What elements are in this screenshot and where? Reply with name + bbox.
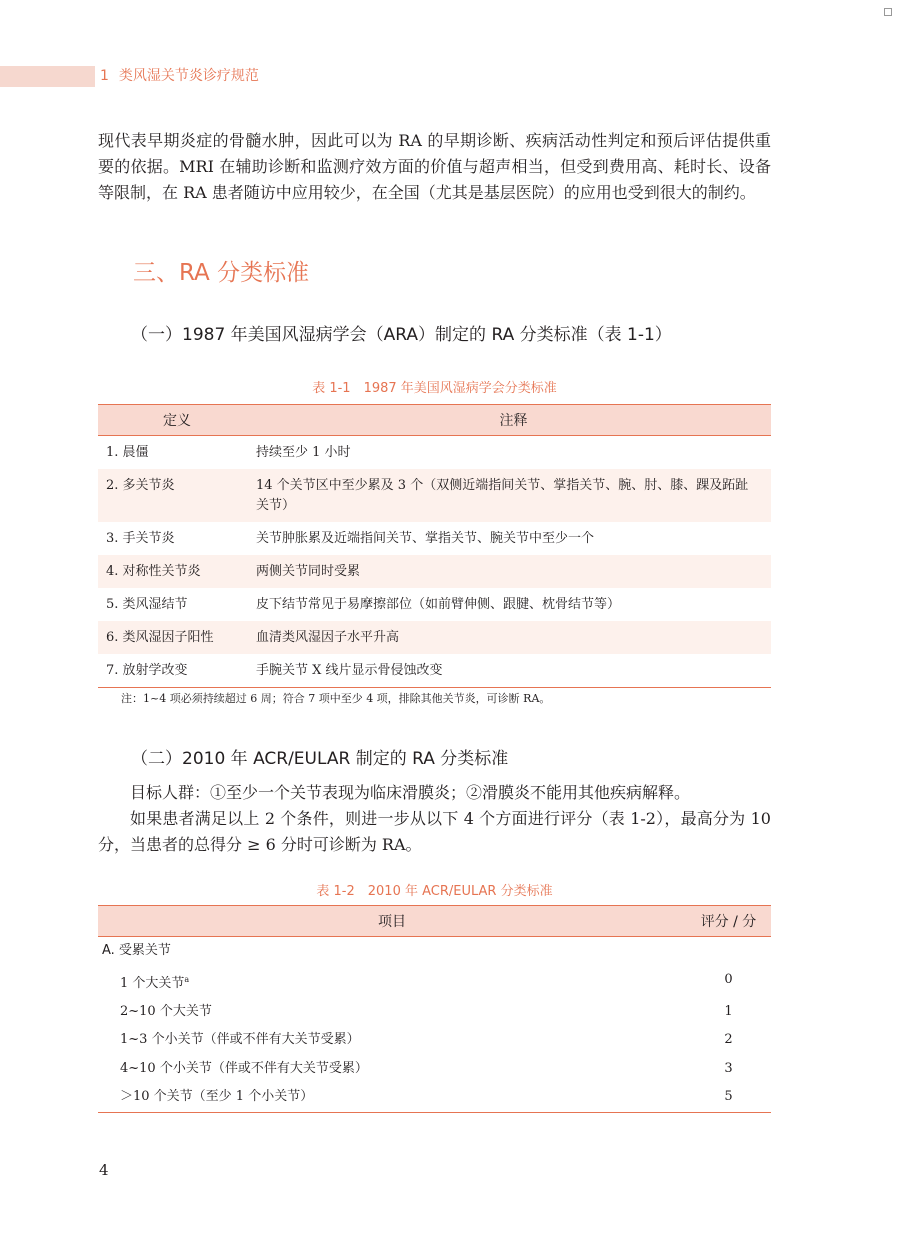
row-definition: 2. 多关节炎 [106,478,175,493]
table2-caption: 表 1-2 2010 年 ACR/EULAR 分类标准 [316,884,553,899]
table1-header-definition: 定义 [98,405,256,436]
item-score: 1 [724,1003,733,1019]
subsection1-heading: （一）1987 年美国风湿病学会（ARA）制定的 RA 分类标准（表 1-1） [131,325,672,345]
category-label: A. 受累关节 [102,943,171,958]
row-definition: 4. 对称性关节炎 [106,564,201,579]
subsection2-heading: （二）2010 年 ACR/EULAR 制定的 RA 分类标准 [131,749,509,769]
row-note: 关节肿胀累及近端指间关节、掌指关节、腕关节中至少一个 [256,531,595,546]
intro-paragraph: 现代表早期炎症的骨髓水肿，因此可以为 RA 的早期诊断、疾病活动性判定和预后评估提供重要的依据。MRI 在辅助诊断和监测疗效方面的价值与超声相当，但受到费用高、耗时长、设备等限制，在 RA 患者随访中应用较少，在全国（尤其是基层医院）的应用也受到很大的制约。 [98,131,771,202]
item-label: 2~10 个大关节 [120,1003,212,1019]
table-row [98,522,771,555]
row-note: 血清类风湿因子水平升高 [256,630,400,645]
table2-header-item: 项目 [98,906,686,937]
row-definition: 7. 放射学改变 [106,663,188,678]
running-header [100,66,259,87]
item-label: 1~3 个小关节（伴或不伴有大关节受累） [120,1032,360,1047]
item-label: ＞10 个关节（至少 1 个小关节） [120,1089,314,1104]
table-row [98,555,771,588]
table-row [98,937,771,966]
row-note: 皮下结节常见于易摩擦部位（如前臂伸侧、跟腱、枕骨结节等） [256,597,621,612]
table-row [98,469,771,522]
row-note: 14 个关节区中至少累及 3 个（双侧近端指间关节、掌指关节、腕、肘、膝、踝及跖趾关节） [256,478,749,513]
row-note: 持续至少 1 小时 [256,445,351,460]
table2-header-score: 评分 / 分 [686,906,771,937]
corner-mark-icon [884,8,892,16]
page-number: 4 [99,1161,109,1179]
item-label [98,966,686,998]
scoring-paragraph: 如果患者满足以上 2 个条件，则进一步从以下 4 个方面进行评分（表 1-2），最高分为 10 分，当患者的总得分 ≥ 6 分时可诊断为 RA。 [98,809,771,854]
item-score: 2 [724,1032,733,1047]
table-row [98,621,771,654]
row-definition: 5. 类风湿结节 [106,597,188,612]
target-population-paragraph: 目标人群：①至少一个关节表现为临床滑膜炎；②滑膜炎不能用其他疾病解释。 [130,783,691,802]
table-row [98,436,771,470]
item-label: 4~10 个小关节（伴或不伴有大关节受累） [120,1060,368,1076]
section-heading: 三、RA 分类标准 [133,260,310,286]
row-definition: 6. 类风湿因子阳性 [106,630,214,645]
row-definition: 3. 手关节炎 [106,531,175,546]
chapter-number: 1 [100,68,109,84]
header-band [0,66,95,87]
table-1-1 [98,404,771,688]
table-row [98,1083,771,1112]
table-row [98,654,771,688]
table1-caption: 表 1-1 1987 年美国风湿病学会分类标准 [312,381,557,396]
table-row [98,1026,771,1055]
footnote-marker: a [184,974,190,984]
chapter-title: 类风湿关节炎诊疗规范 [118,68,259,84]
table-row [98,588,771,621]
table-row [98,1055,771,1084]
table1-footnote: 注：1~4 项必须持续超过 6 周；符合 7 项中至少 4 项，排除其他关节炎，可诊断 RA。 [121,692,551,705]
table1-header-note: 注释 [256,405,771,436]
item-score: 0 [724,971,733,987]
item-score: 5 [724,1089,733,1104]
table-row [98,966,771,998]
row-definition: 1. 晨僵 [106,445,149,460]
table-row [98,998,771,1027]
row-note: 两侧关节同时受累 [256,564,361,579]
table-1-2 [98,905,771,1113]
row-note: 手腕关节 X 线片显示骨侵蚀改变 [256,663,443,678]
item-text: 1 个大关节 [120,975,185,991]
item-score: 3 [724,1060,733,1076]
